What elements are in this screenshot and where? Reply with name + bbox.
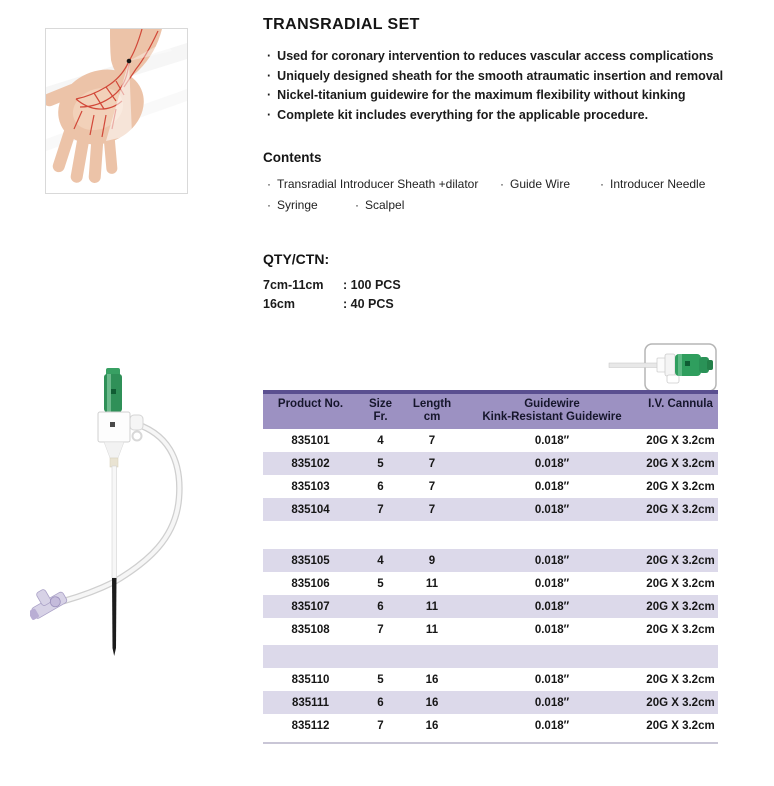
header-size-fr: Size Fr. [368,398,392,423]
table-row: 835101 4 7 0.018″ 20G X 3.2cm [291,434,715,447]
contents-heading: Contents [263,150,322,165]
stopcock [30,582,68,622]
page-title: TRANSRADIAL SET [263,16,420,33]
table-row: 835102 5 7 0.018″ 20G X 3.2cm [263,452,718,475]
contents-item: · Transradial Introducer Sheath +dilator [267,177,479,191]
introducer-sheath-illustration [30,358,230,663]
feature-item: · Used for coronary intervention to reduces vascular access complications [267,49,714,63]
hand-artery-illustration [46,29,187,193]
table-row: 835105 4 9 0.018″ 20G X 3.2cm [263,549,718,572]
table-header-row [263,394,718,429]
radial-access-point [127,59,132,64]
iv-cannula-image [607,342,720,395]
qty-row: 7cm-11cm : 100 PCS [263,278,401,292]
spacer-row [263,645,718,668]
table-row: 835112 7 16 0.018″ 20G X 3.2cm [291,719,715,732]
table-row: 835106 5 11 0.018″ 20G X 3.2cm [291,577,715,590]
header-length-cm: Length cm [412,398,452,423]
dilator-tip [112,578,117,656]
table-row: 835110 5 16 0.018″ 20G X 3.2cm [291,673,715,686]
contents-row [263,195,763,216]
feature-item: · Uniquely designed sheath for the smooth atraumatic insertion and removal [267,68,724,83]
contents-item: · Introducer Needle [600,177,706,191]
qty-section [263,251,563,314]
table-row: 835107 6 11 0.018″ 20G X 3.2cm [263,595,718,618]
feature-item: · Complete kit includes everything for the applicable procedure. [267,107,649,122]
contents-item: · Syringe [267,198,318,212]
header-guidewire: Guidewire Kink-Resistant Guidewire [482,398,622,423]
table-row: 835103 6 7 0.018″ 20G X 3.2cm [291,480,715,493]
contents-item: · Guide Wire [500,177,571,191]
introducer-sheath-image [30,358,230,663]
title-block [263,16,763,125]
qty-heading: QTY/CTN: [263,251,330,267]
spacer-row [263,521,718,549]
hand-artery-image [45,28,188,194]
header-iv-cannula: I.V. Cannula [648,398,713,410]
table-bottom-border [263,742,718,744]
contents-item: · Scalpel [355,198,405,212]
header-product-no: Product No. [277,398,344,410]
table-row: 835104 7 7 0.018″ 20G X 3.2cm [263,498,718,521]
product-table [263,390,718,744]
iv-cannula-illustration [607,342,720,395]
contents-section [263,150,763,216]
feature-item: · Nickel-titanium guidewire for the maximum flexibility without kinking [267,88,686,102]
qty-row: 16cm : 40 PCS [263,297,394,311]
table-row: 835108 7 11 0.018″ 20G X 3.2cm [291,623,715,636]
contents-row [263,174,763,195]
table-row: 835111 6 16 0.018″ 20G X 3.2cm [263,691,718,714]
